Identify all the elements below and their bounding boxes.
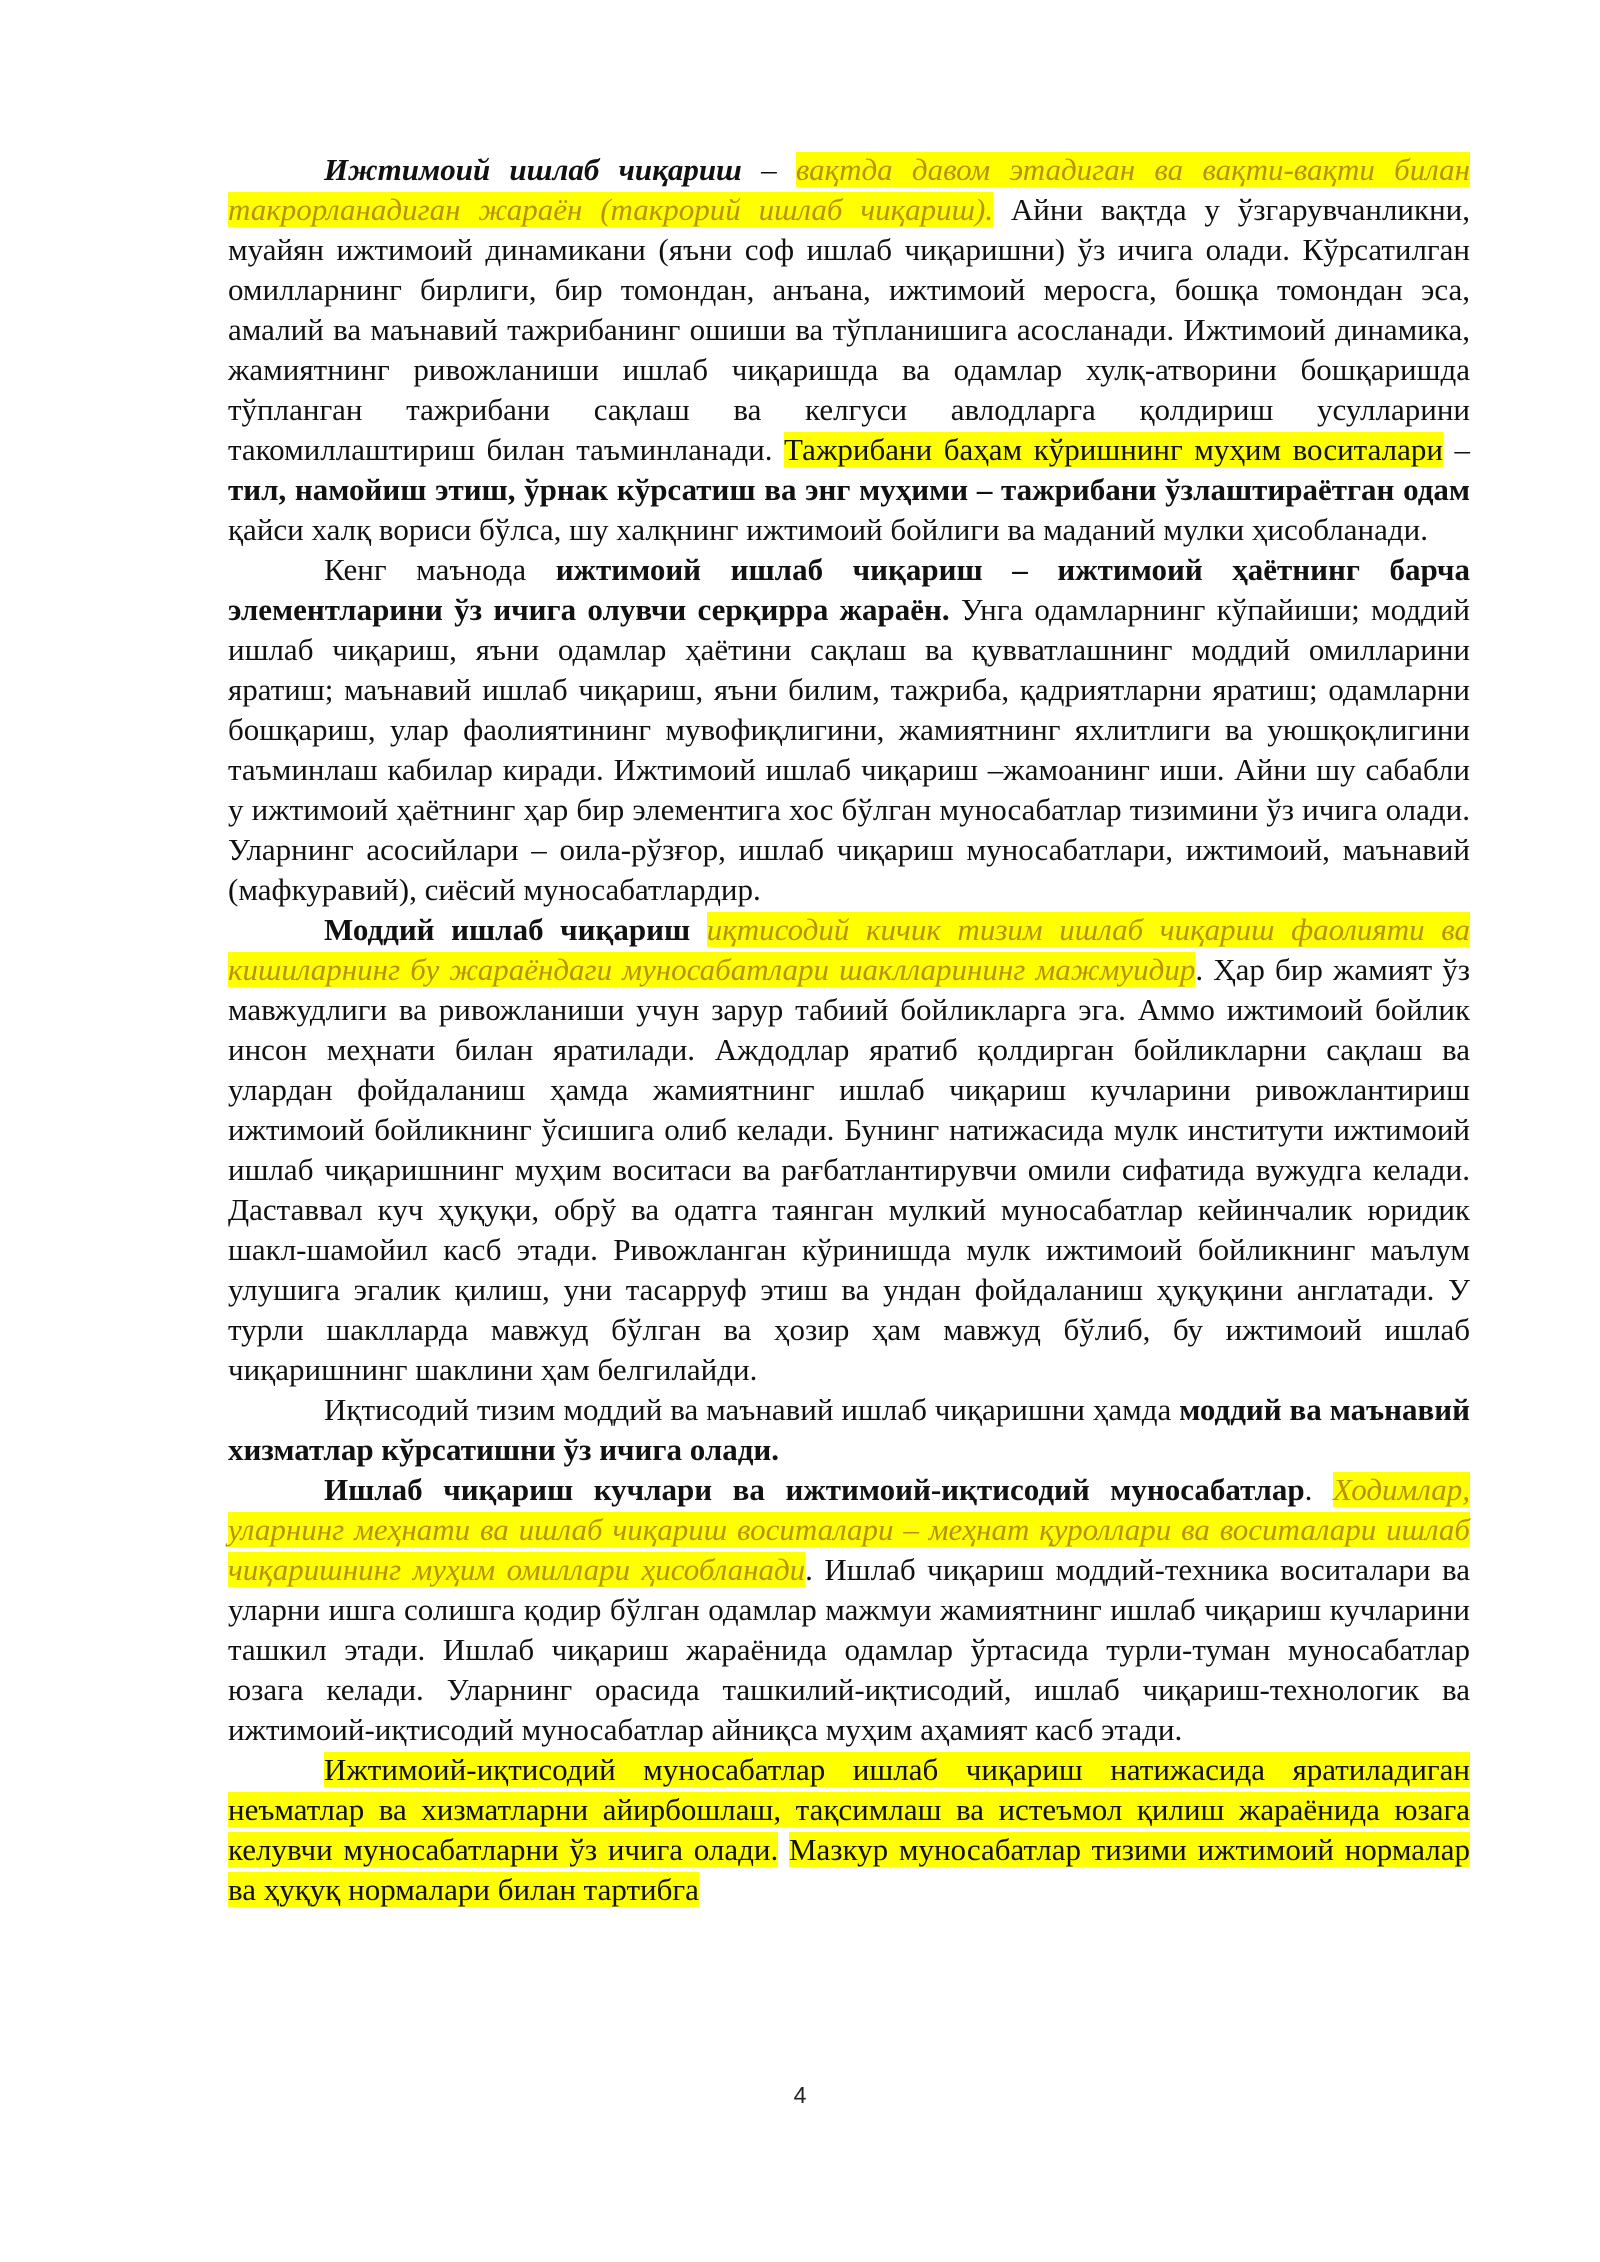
text-run: Ижтимоий-иқтисодий муносабатлар ишлаб чиқариш натижасида яратиладиган неъматлар ва хизматларни айирбошлаш, тақсимлаш ва истеъмол қилиш жараёнида юзага келувчи муносабатларни ўз ичига олади. — [228, 1752, 1470, 1867]
page-number: 4 — [793, 2082, 807, 2108]
document-page — [228, 150, 1470, 1910]
text-run: – — [741, 152, 796, 187]
text-run: Айни вақтда у ўзгарувчанликни, муайян ижтимоий динамикани (яъни соф ишлаб чиқаришни) ўз ичига олади. Кўрсатилган омилларнинг бирлиги, бир томондан, анъана, ижтимоий меросга, бошқа томондан эса, амалий ва маънавий тажрибанинг ошиши ва тўпланишига асосланади. Ижтимоий динамика, жамиятнинг ривожланиши ишлаб чиқаришда ва одамлар хулқ-атворини бошқаришда тўпланган тажрибани сақлаш ва келгуси авлодларга қолдириш усулларини такомиллаштириш билан таъминланади. — [228, 192, 1470, 467]
paragraph — [228, 550, 1470, 910]
text-run: . Ҳар бир жамият ўз мавжудлиги ва ривожланиши учун зарур табиий бойликларга эга. Аммо ижтимоий бойлик инсон меҳнати билан яратилади. Аждодлар яратиб қолдирган бойликларни сақлаш ва улардан фойдаланиш ҳамда жамиятнинг ишлаб чиқариш кучларини ривожлантириш ижтимоий бойликнинг ўсишига олиб келади. Бунинг натижасида мулк институти ижтимоий ишлаб чиқаришнинг муҳим воситаси ва рағбатлантирувчи омили сифатида вужудга келади. Даставвал куч ҳуқуқи, обрў ва одатга таянган мулкий муносабатлар кейинчалик юридик шакл-шамойил касб этади. Ривожланган кўринишда мулк ижтимоий бойликнинг маълум улушига эгалик қилиш, уни тасарруф этиш ва ундан фойдаланиш ҳуқуқини англатади. У турли шаклларда мавжуд бўлган ва ҳозир ҳам мавжуд бўлиб, бу ижтимоий ишлаб чиқаришнинг шаклини ҳам белгилайди. — [228, 952, 1470, 1387]
text-run — [778, 1832, 789, 1867]
text-run: Ишлаб чиқариш кучлари ва ижтимоий-иқтисодий муносабатлар — [324, 1472, 1305, 1507]
text-run: иқтисодий кичик тизим ишлаб чиқариш фаолияти ва кишиларнинг бу жараёндаги муносабатлари шаклларининг мажмуидир — [228, 912, 1470, 987]
text-run — [690, 912, 707, 947]
text-run: Моддий ишлаб чиқариш — [324, 912, 691, 947]
paragraph — [228, 910, 1470, 1390]
text-run: – — [1442, 432, 1471, 467]
paragraph — [228, 1750, 1470, 1910]
text-run: Ходимлар, уларнинг меҳнати ва ишлаб чиқариш воситалари – меҳнат қуроллари ва воситалари ишлаб чиқаришнинг муҳим омиллари ҳисобланади — [228, 1472, 1470, 1587]
text-run: Тажрибани баҳам кўришнинг муҳим воситалари — [784, 432, 1443, 467]
paragraph — [228, 150, 1470, 550]
text-run: Ижтимоий ишлаб чиқариш — [324, 152, 742, 187]
paragraph — [228, 1470, 1470, 1750]
text-run: моддий ва маънавий хизматлар кўрсатишни ўз ичига олади. — [228, 1392, 1470, 1467]
text-run: Унга одамларнинг кўпайиши; моддий ишлаб чиқариш, яъни одамлар ҳаётини сақлаш ва қувватлашнинг моддий омилларини яратиш; маънавий ишлаб чиқариш, яъни билим, тажриба, қадриятларни яратиш; одамларни бошқариш, улар фаолиятининг мувофиқлигини, жамиятнинг яхлитлиги ва уюшқоқлигини таъминлаш кабилар киради. Ижтимоий ишлаб чиқариш –жамоанинг иши. Айни шу сабабли у ижтимоий ҳаётнинг ҳар бир элементига хос бўлган муносабатлар тизимини ўз ичига олади. Уларнинг асосийлари – оила-рўзғор, ишлаб чиқариш муносабатлари, ижтимоий, маънавий (мафкуравий), сиёсий муносабатлардир. — [228, 592, 1470, 907]
paragraph — [228, 1390, 1470, 1470]
text-run: . — [1304, 1472, 1333, 1507]
text-run: Иқтисодий тизим моддий ва маънавий ишлаб чиқаришни ҳамда — [324, 1392, 1180, 1427]
text-run: тил, намойиш этиш, ўрнак кўрсатиш ва энг муҳими – тажрибани ўзлаштираётган одам — [228, 472, 1470, 507]
text-run: вақтда давом этадиган ва вақти-вақти билан такрорланадиган жараён (такрорий ишлаб чиқариш). — [228, 152, 1470, 227]
text-run: ижтимоий ишлаб чиқариш – ижтимоий ҳаётнинг барча элементларини ўз ичига олувчи серқирра жараён. — [228, 552, 1470, 627]
text-run: Кенг маънода — [324, 552, 556, 587]
text-run: қайси халқ вориси бўлса, шу халқнинг ижтимоий бойлиги ва маданий мулки ҳисобланади. — [228, 512, 1428, 547]
text-run: Мазкур муносабатлар тизими ижтимоий нормалар ва ҳуқуқ нормалари билан тартибга — [228, 1832, 1470, 1907]
text-run: . Ишлаб чиқариш моддий-техника воситалари ва уларни ишга солишга қодир бўлган одамлар мажмуи жамиятнинг ишлаб чиқариш кучларини ташкил этади. Ишлаб чиқариш жараёнида одамлар ўртасида турли-туман муносабатлар юзага келади. Уларнинг орасида ташкилий-иқтисодий, ишлаб чиқариш-технологик ва ижтимоий-иқтисодий муносабатлар айниқса муҳим аҳамият касб этади. — [228, 1552, 1470, 1747]
